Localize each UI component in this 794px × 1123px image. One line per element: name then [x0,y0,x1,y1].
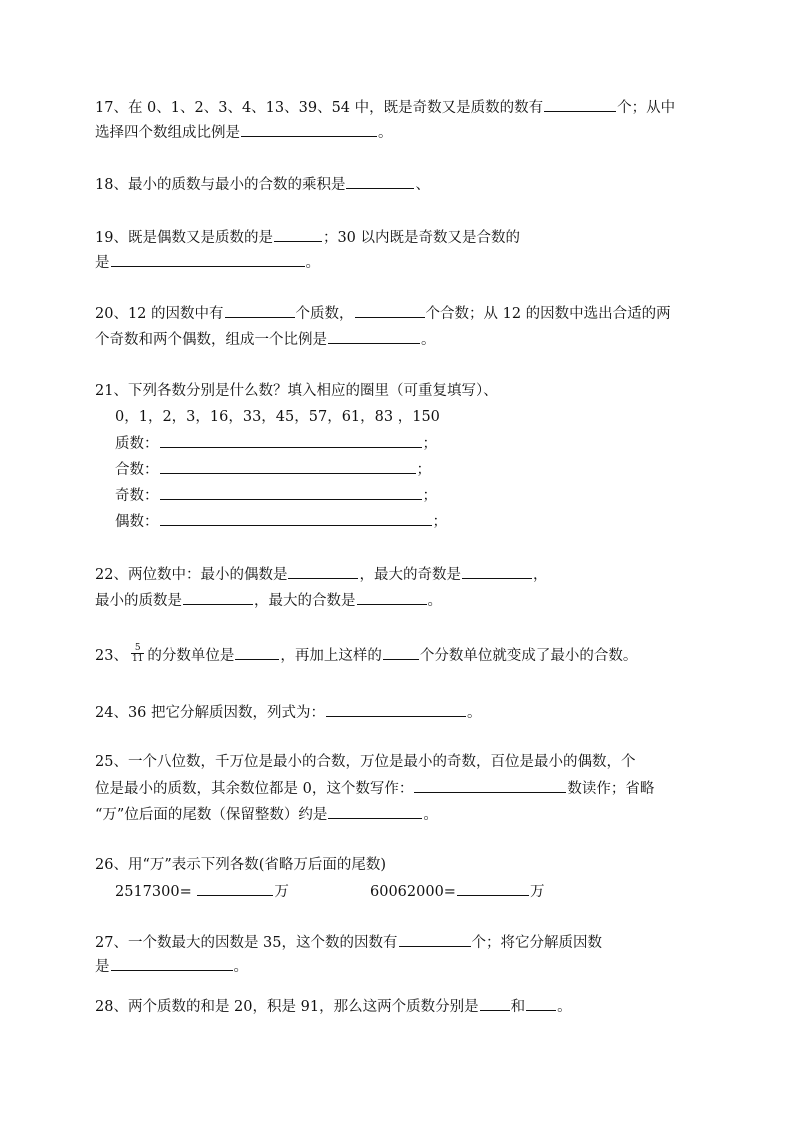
question-28 [95,996,572,1017]
q17-text-d: 。 [378,125,393,141]
q20-blank-3[interactable] [328,329,420,344]
q21-row-composite [115,459,431,480]
question-24 [95,702,482,723]
question-25-line-2 [95,778,654,799]
question-23 [95,642,638,667]
q21-blank-prime[interactable] [160,433,422,448]
q20-text-e: 。 [421,332,436,348]
q21-label-even: 偶数： [115,514,159,530]
q21-end-even: ； [432,514,447,530]
q21-end-composite: ； [416,462,431,478]
q20-text-d: 个奇数和两个偶数，组成一个比例是 [95,332,327,348]
q22-text-f: 。 [427,593,442,609]
q18-text-a: 18、最小的质数与最小的合数的乘积是 [95,177,346,193]
q21-end-prime: ； [422,436,437,452]
q19-text-c: 是 [95,255,110,271]
q22-text-a: 22、两位数中：最小的偶数是 [95,567,288,583]
q21-end-odd: ； [422,488,437,504]
q23-text-c: 个分数单位就变成了最小的合数。 [419,648,638,664]
q23-fraction [131,643,144,664]
q20-text-c: 个合数；从 12 的因数中选出合适的两 [425,306,671,322]
q22-text-b: ，最大的奇数是 [359,567,461,583]
q22-blank-1[interactable] [288,564,358,579]
q17-blank-1[interactable] [544,97,616,112]
q19-blank-1[interactable] [274,227,322,242]
q25-text-b: 数读作；省略 [567,781,655,797]
q26-item-1 [115,881,289,902]
q28-text-a: 28、两个质数的和是 20，积是 91，那么这两个质数分别是 [95,999,479,1015]
q27-text-c: 是 [95,959,110,975]
q21-label-prime: 质数： [115,436,159,452]
q25-blank-2[interactable] [328,804,422,819]
q21-label-odd: 奇数： [115,488,159,504]
q28-text-b: 和 [510,999,526,1015]
q24-blank[interactable] [326,702,466,717]
q19-blank-2[interactable] [111,252,305,267]
q18-text-b: 、 [415,177,430,193]
question-19-line-2 [95,252,320,273]
question-22-line-1 [95,564,547,585]
q19-text-a: 19、既是偶数又是质数的是 [95,230,273,246]
q26-item-1-unit: 万 [274,884,289,900]
q17-text-b: 个；从中 [617,100,676,116]
q26-blank-1[interactable] [197,881,273,896]
q21-label-composite: 合数： [115,462,159,478]
q27-text-b: 个；将它分解质因数 [471,935,603,951]
q23-prefix: 23、 [95,648,128,664]
question-21-title: 21、下列各数分别是什么数？填入相应的圈里（可重复填写）、 [95,383,498,399]
q26-item-2-number: 60062000= [370,884,456,900]
question-19-line-1 [95,227,520,248]
q20-text-b: 个质数， [295,306,354,322]
question-27-line-1 [95,932,602,953]
q28-text-c: 。 [557,999,572,1015]
q23-fraction-denominator: 11 [131,653,144,664]
q19-text-b: ；30 以内既是奇数又是合数的 [322,230,521,246]
q25-text-a: 位是最小的质数，其余数位都是 0，这个数写作： [95,781,414,797]
q22-text-d: 最小的质数是 [95,593,182,609]
q21-row-prime [115,433,437,454]
q22-blank-3[interactable] [183,590,253,605]
q17-text-c: 选择四个数组成比例是 [95,125,240,141]
q21-blank-odd[interactable] [160,485,422,500]
q27-blank-1[interactable] [399,932,471,947]
q21-blank-even[interactable] [160,511,432,526]
question-20-line-1 [95,303,671,324]
q17-text-a: 17、在 0、1、2、3、4、13、39、54 中，既是奇数又是质数的数有 [95,100,544,116]
q28-blank-2[interactable] [526,996,556,1011]
question-27-line-2 [95,956,248,977]
q26-item-2-unit: 万 [529,884,545,900]
q20-blank-2[interactable] [355,303,425,318]
q26-item-1-number: 2517300= [115,884,192,900]
q21-row-even [115,511,447,532]
q25-blank-1[interactable] [414,778,566,793]
q24-text-a: 24、36 把它分解质因数，列式为： [95,705,326,721]
q21-blank-composite[interactable] [160,459,416,474]
q28-blank-1[interactable] [480,996,510,1011]
question-26-title: 26、用“万”表示下列各数(省略万后面的尾数) [95,857,387,873]
q22-text-c: ， [532,567,548,583]
q23-blank-1[interactable] [235,645,279,660]
q23-text-b: ，再加上这样的 [280,648,382,664]
q23-blank-2[interactable] [383,645,419,660]
q19-text-d: 。 [305,255,320,271]
q17-blank-2[interactable] [241,122,377,137]
question-20-line-2 [95,329,436,350]
question-17-line-1 [95,97,675,118]
question-22-line-2 [95,590,442,611]
q21-row-odd [115,485,437,506]
q25-text-c: “万”位后面的尾数（保留整数）约是 [95,807,328,823]
question-18 [95,174,430,195]
q27-blank-2[interactable] [111,956,233,971]
question-17-line-2 [95,122,393,143]
q26-item-2 [370,881,544,902]
question-25-line-1: 25、一个八位数，千万位是最小的合数，万位是最小的奇数，百位是最小的偶数，个 [95,754,636,770]
q20-text-a: 20、12 的因数中有 [95,306,224,322]
q22-text-e: ，最大的合数是 [254,593,356,609]
q20-blank-1[interactable] [225,303,295,318]
question-21-numbers: 0，1，2，3，16，33，45，57，61，83 ，150 [115,409,440,425]
q18-blank[interactable] [346,174,414,189]
q26-blank-2[interactable] [457,881,529,896]
question-25-line-3 [95,804,438,825]
q23-text-a: 的分数单位是 [147,648,235,664]
q27-text-a: 27、一个数最大的因数是 35，这个数的因数有 [95,935,398,951]
q22-blank-2[interactable] [462,564,532,579]
q23-fraction-numerator: 5 [131,643,144,654]
q24-text-b: 。 [467,705,482,721]
q22-blank-4[interactable] [357,590,427,605]
q25-text-d: 。 [423,807,438,823]
q27-text-d: 。 [233,959,248,975]
